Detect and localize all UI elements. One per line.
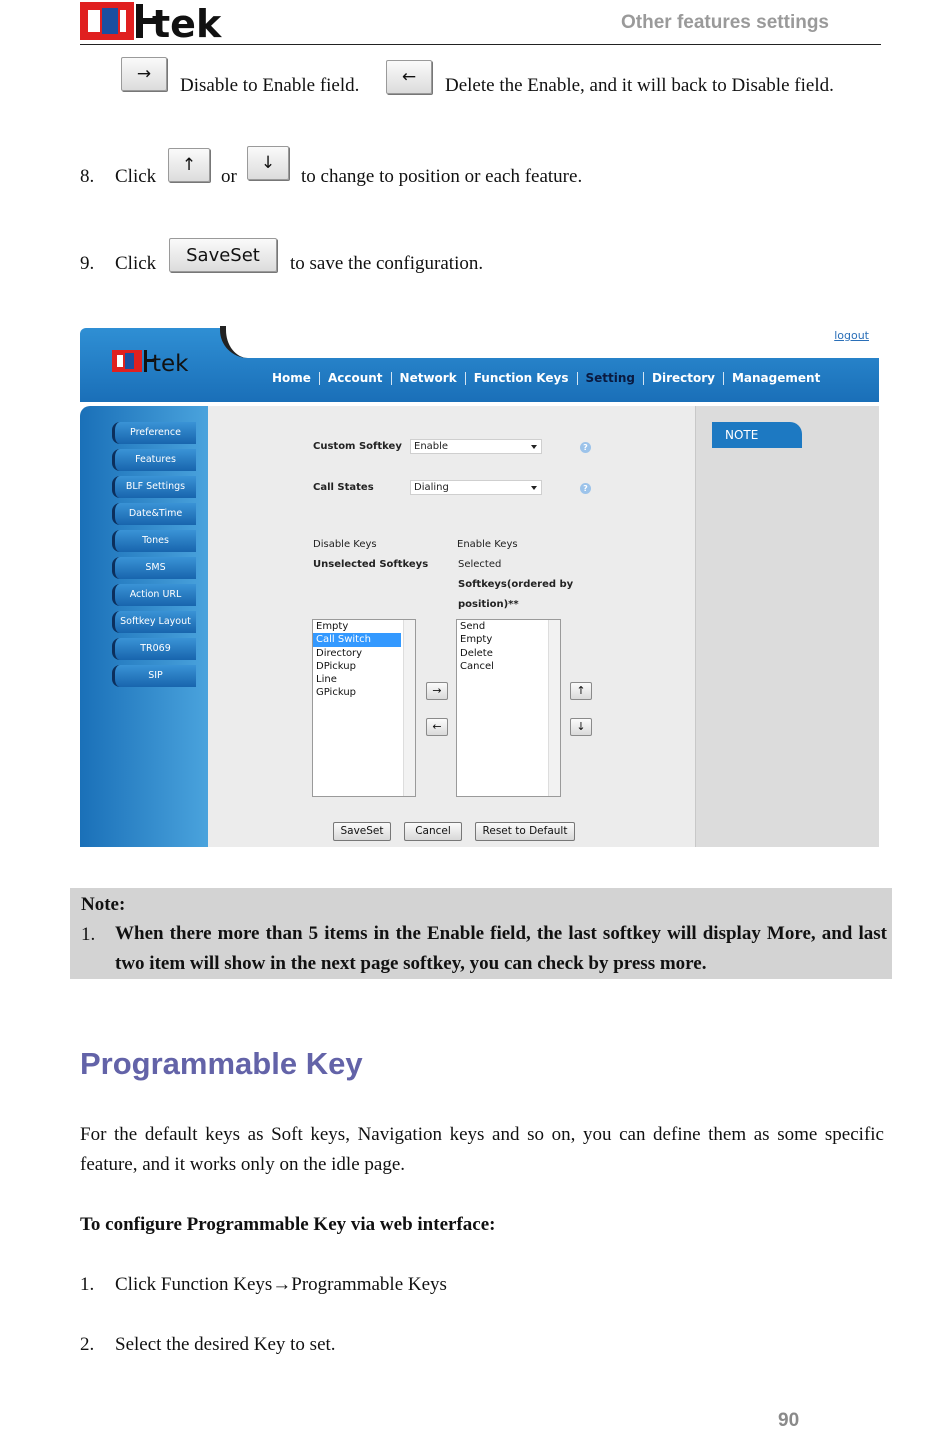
cancel-button[interactable]: Cancel xyxy=(404,822,462,841)
section-heading: Programmable Key xyxy=(80,1046,363,1081)
chevron-down-icon xyxy=(531,486,537,490)
nav-directory[interactable]: Directory xyxy=(652,371,715,385)
step-number: 1. xyxy=(80,1274,95,1295)
list-item[interactable]: Empty xyxy=(460,634,493,646)
note-number: 1. xyxy=(81,924,96,945)
call-states-label: Call States xyxy=(313,482,374,493)
step-text: to change to position or each feature. xyxy=(301,166,583,187)
note-panel xyxy=(695,406,879,847)
nav-home[interactable]: Home xyxy=(272,371,311,385)
note-title: Note: xyxy=(81,894,126,915)
move-up-button[interactable]: ↑ xyxy=(570,682,592,700)
step-text: Select the desired Key to set. xyxy=(115,1334,336,1355)
move-left-button[interactable]: ← xyxy=(426,718,448,736)
move-right-button[interactable]: → xyxy=(426,682,448,700)
header-rule xyxy=(80,44,881,45)
call-states-value: Dialing xyxy=(414,482,449,493)
sidebar-item-sip[interactable]: SIP xyxy=(112,665,196,687)
move-left-button-image: ← xyxy=(386,60,432,94)
scrollbar[interactable] xyxy=(403,620,415,796)
disable-keys-label: Disable Keys xyxy=(313,539,377,550)
list-item[interactable]: Directory xyxy=(316,647,363,659)
page-number: 90 xyxy=(778,1410,800,1431)
ordered-label: Softkeys(ordered by xyxy=(458,579,574,590)
custom-softkey-label: Custom Softkey xyxy=(313,441,402,452)
list-item-selected[interactable]: Call Switch xyxy=(313,633,401,646)
nav-network[interactable]: Network xyxy=(399,371,457,385)
note-box xyxy=(70,888,892,979)
list-item[interactable]: GPickup xyxy=(316,687,357,699)
ordered-label-2: position)** xyxy=(458,599,519,610)
unselected-softkeys-label: Unselected Softkeys xyxy=(313,559,429,570)
sidebar-item-action-url[interactable]: Action URL xyxy=(112,584,196,606)
up-button-image: ↑ xyxy=(168,148,210,182)
section-paragraph: For the default keys as Soft keys, Navigation keys and so on, you can define them as some specific feature, and it works only on the idle page. xyxy=(80,1124,884,1175)
note-tab: NOTE xyxy=(712,422,802,448)
logout-link[interactable]: logout xyxy=(834,329,869,342)
step-click-text: Click xyxy=(115,253,157,274)
sidebar-item-blf-settings[interactable]: BLF Settings xyxy=(112,476,196,498)
call-states-select[interactable] xyxy=(410,480,542,495)
move-left-text: Delete the Enable, and it will back to Disable field. xyxy=(445,75,834,96)
reset-to-default-button[interactable]: Reset to Default xyxy=(475,822,575,841)
step-or-text: or xyxy=(221,166,237,187)
step-number: 2. xyxy=(80,1334,95,1355)
settings-sidebar xyxy=(80,406,208,847)
sidebar-item-tr069[interactable]: TR069 xyxy=(112,638,196,660)
nav-management[interactable]: Management xyxy=(731,371,821,385)
help-icon[interactable]: ? xyxy=(580,483,591,494)
saveset-button-image: SaveSet xyxy=(169,238,277,272)
svg-text:tek: tek xyxy=(152,2,222,42)
nav-function-keys[interactable]: Function Keys xyxy=(473,371,569,385)
htek-logo-small xyxy=(112,348,212,376)
help-icon[interactable]: ? xyxy=(580,442,591,453)
move-right-text: Disable to Enable field. xyxy=(180,75,360,96)
step-number: 8. xyxy=(80,166,95,187)
scrollbar[interactable] xyxy=(548,620,560,796)
softkey-form xyxy=(208,406,695,847)
header-title: Other features settings xyxy=(621,12,829,33)
step-text: to save the configuration. xyxy=(290,253,484,274)
step-click-text: Click xyxy=(115,166,157,187)
sidebar-item-preference[interactable]: Preference xyxy=(112,422,196,444)
note-text: When there more than 5 items in the Enable field, the last softkey will display More, and last two item will show in the next page softkey, you can check by press more. xyxy=(115,923,887,974)
down-button-image: ↓ xyxy=(247,146,289,180)
move-down-button[interactable]: ↓ xyxy=(570,718,592,736)
saveset-button[interactable]: SaveSet xyxy=(333,822,391,841)
selected-label: Selected xyxy=(458,559,502,570)
move-right-button-image: → xyxy=(121,57,167,91)
list-item[interactable]: Cancel xyxy=(460,660,494,672)
list-item[interactable]: Empty xyxy=(316,621,349,632)
step-text: Click Function Keys→Programmable Keys xyxy=(115,1274,447,1295)
nav-account[interactable]: Account xyxy=(327,371,383,385)
step-number: 9. xyxy=(80,253,95,274)
chevron-down-icon xyxy=(531,445,537,449)
htek-logo xyxy=(80,2,256,42)
svg-text:tek: tek xyxy=(152,351,189,376)
sidebar-item-features[interactable]: Features xyxy=(112,449,196,471)
enabled-softkeys-list[interactable] xyxy=(456,619,561,797)
list-item[interactable]: Delete xyxy=(460,647,493,659)
sidebar-item-tones[interactable]: Tones xyxy=(112,530,196,552)
sidebar-item-softkey-layout[interactable]: Softkey Layout xyxy=(112,611,196,633)
list-item[interactable]: Line xyxy=(316,674,337,686)
disabled-softkeys-list[interactable] xyxy=(312,619,416,797)
configure-heading: To configure Programmable Key via web interface: xyxy=(80,1214,496,1235)
list-item[interactable]: DPickup xyxy=(316,660,356,672)
list-item[interactable]: Send xyxy=(460,621,486,632)
custom-softkey-select[interactable] xyxy=(410,439,542,454)
enable-keys-label: Enable Keys xyxy=(457,539,518,550)
sidebar-item-date-time[interactable]: Date&Time xyxy=(112,503,196,525)
web-ui-screenshot xyxy=(80,326,879,847)
nav-setting[interactable]: Setting xyxy=(585,371,635,385)
top-nav xyxy=(264,371,828,385)
custom-softkey-value: Enable xyxy=(414,441,449,452)
sidebar-item-sms[interactable]: SMS xyxy=(112,557,196,579)
